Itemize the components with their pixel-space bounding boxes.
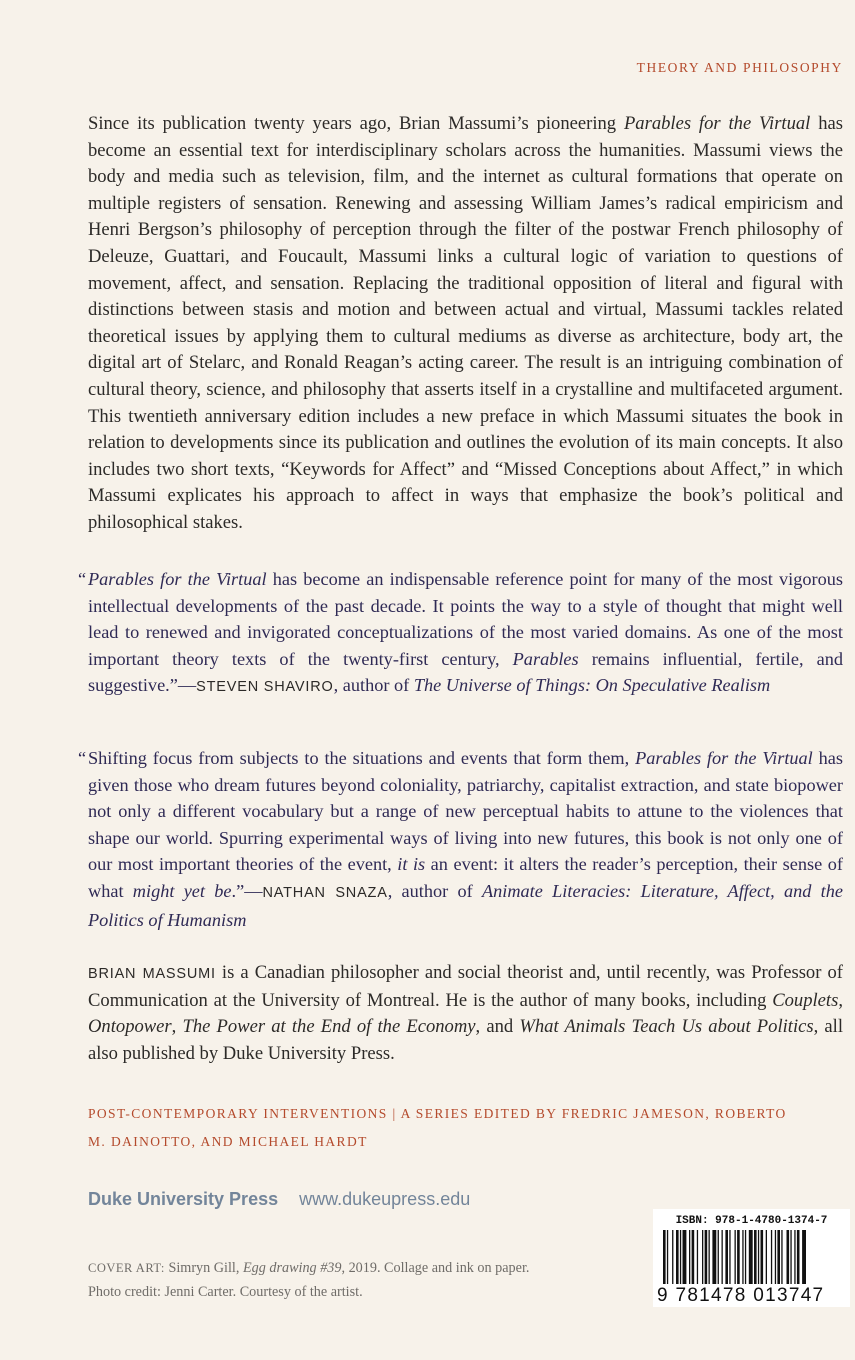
cover-credits: COVER ART: Simryn Gill, Egg drawing #39, 2019. Collage and ink on paper. Photo credit: Jenni Carter. Courtesy of the artist. [88,1260,530,1300]
isbn-digits: 9 781478 013747 [657,1285,825,1306]
barcode-bar [683,1230,687,1284]
barcode-bar [663,1230,666,1284]
barcode-bar [749,1230,753,1284]
barcode-bar [689,1230,690,1284]
barcode-bar [766,1230,767,1284]
barcode-bar [802,1230,806,1284]
book-description: Since its publication twenty years ago, Brian Massumi’s pioneering Parables for the Virtual has become an essential text for interdisciplinary scholars across the humanities. Massumi views the body and media such as television, film, and the internet as cultural formations that operate on multiple registers of sensation. Renewing and assessing William James’s radical empiricism and Henri Bergson’s philosophy of perception through the filter of the postwar French philosophy of Deleuze, Guattari, and Foucault, Massumi links a cultural logic of variation to questions of movement, affect, and sensation. Replacing the traditional opposition of literal and figural with distinctions between stasis and motion and between actual and virtual, Massumi tackles related theoretical issues by applying them to cultural mediums as diverse as architecture, body art, the digital art of Stelarc, and Ronald Reagan’s acting career. The result is an intriguing combination of cultural theory, science, and philosophy that asserts itself in a crystalline and multifaceted argument. This twentieth anniversary edition includes a new preface in which Massumi situates the book in relation to developments since its publication and outlines the evolution of its main concepts. It also includes two short texts, “Keywords for Affect” and “Missed Conceptions about Affect,” in which Massumi explicates his approach to affect in ways that emphasize the book’s political and philosophical stakes. [88,113,843,533]
barcode-bar [790,1230,791,1284]
barcode-bar [758,1230,759,1284]
barcode-bar [797,1230,800,1284]
barcode-bar [745,1230,746,1284]
barcode-bar [705,1230,708,1284]
barcode-bars [661,1230,843,1284]
isbn-label: ISBN: 978-1-4780-1374-7 [675,1215,828,1227]
barcode-bar [680,1230,681,1284]
barcode-bar [735,1230,736,1284]
series-info: POST-CONTEMPORARY INTERVENTIONS | A SERIES EDITED BY FREDRIC JAMESON, ROBERTO M. DAINOTTO, AND MICHAEL HARDT [88,1106,787,1149]
endorsement-quote-1: “ Parables for the Virtual has become an indispensable reference point for many of the most vigorous intellectual developments of the past decade. It points the way to a style of thought that might well lead to renewed and invigorated conceptualizations of the most varied domains. As one of the most important theory texts of the twenty-first century, Parables remains influential, fertile, and suggestive.”—STEVEN SHAVIRO, author of The Universe of Things: On Speculative Realism [78,569,843,696]
barcode-bar [737,1230,740,1284]
barcode-bar [702,1230,703,1284]
barcode-bar [697,1230,698,1284]
barcode-bar [672,1230,673,1284]
publisher-line [88,1189,470,1210]
quote-author: NATHAN SNAZA [262,884,388,901]
barcode-bar [709,1230,710,1284]
barcode-bar [712,1230,716,1284]
barcode-bar [771,1230,772,1284]
barcode-bar [775,1230,776,1284]
author-name: BRIAN MASSUMI [88,966,216,982]
category-label: THEORY AND PHILOSOPHY [636,60,843,75]
quote-author: STEVEN SHAVIRO [196,679,334,696]
publisher-name: Duke University Press [88,1189,279,1209]
barcode-bar [787,1230,790,1284]
barcode-bar [777,1230,780,1284]
barcode-bar [754,1230,757,1284]
author-bio: BRIAN MASSUMI is a Canadian philosopher and social theorist and, until recently, was Professor of Communication at the University of Montreal. He is the author of many books, including Couplets, Ontopower, The Power at the End of the Economy, and What Animals Teach Us about Politics, all also published by Duke University Press. [88,962,844,1064]
barcode-bar [718,1230,719,1284]
barcode-bar [676,1230,679,1284]
isbn-barcode [653,1209,850,1307]
publisher-url[interactable]: www.dukeupress.edu [299,1189,471,1209]
barcode-bar [725,1230,728,1284]
barcode-bar [761,1230,764,1284]
barcode-bar [729,1230,730,1284]
barcode-bar [722,1230,723,1284]
barcode-bar [667,1230,668,1284]
barcode-bar [692,1230,695,1284]
barcode-bar [794,1230,795,1284]
barcode-bar [781,1230,782,1284]
endorsement-quote-2: “ Shifting focus from subjects to the situations and events that form them, Parables for the Virtual has given those who dream futures beyond coloniality, patriarchy, capitalist extraction, and state biopower not only a different vocabulary but a range of new perceptual habits to attune to the violences that shape our world. Spurring experimental ways of living into new futures, this book is not only one of our most important theories of the event, it is an event: it alters the reader’s perception, their sense of what might yet be.”—NATHAN SNAZA, author of Animate Literacies: Literature, Affect, and the Politics of Humanism [78,748,844,930]
barcode-bar [742,1230,743,1284]
